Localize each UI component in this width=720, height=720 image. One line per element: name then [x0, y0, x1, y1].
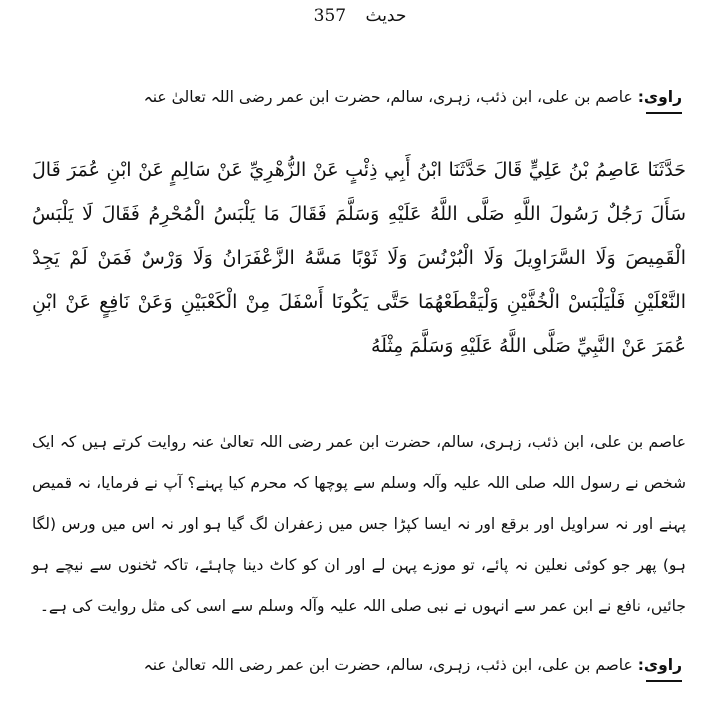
urdu-translation: عاصم بن علی، ابن ذئب، زہری، سالم، حضرت ابن عمر رضی اللہ تعالیٰ عنہ روایت کرتے ہیں کہ ایک شخص نے رسول اللہ صلی اللہ علیہ وآلہ وسلم سے پوچھا کہ محرم کیا پہنے؟ آپ نے فرمایا، نہ قمیص پہنے اور نہ سراویل اور برقع اور نہ ایسا کپڑا جس میں زعفران لگ گیا ہو اور نہ اس میں ورس (لگا ہو) پھر جو کوئی نعلین نہ پائے، تو موزے پہن لے اور ان کو کاٹ دینا چاہئے، تاکہ ٹخنوں سے نیچے ہو جائیں، نافع نے ابن عمر سے انہوں نے نبی صلی اللہ علیہ وآلہ وسلم سے اسی کی مثل روایت کی ہے۔: [32, 433, 686, 615]
page-header: [0, 6, 720, 26]
narrator-names: عاصم بن علی، ابن ذئب، زہری، سالم، حضرت ابن عمر رضی اللہ تعالیٰ عنہ: [143, 656, 633, 674]
narrator-underline: [646, 680, 682, 682]
narrator-label: راوی:: [637, 88, 682, 106]
page-number: 357: [313, 6, 347, 26]
page-title: حدیث: [365, 6, 407, 26]
arabic-hadith-text: حَدَّثَنَا عَاصِمُ بْنُ عَلِيٍّ قَالَ حَدَّثَنَا ابْنُ أَبِي ذِئْبٍ عَنْ الزُّهْرِيِّ عَنْ سَالِمٍ عَنْ ابْنِ عُمَرَ قَالَ سَأَلَ رَجُلٌ رَسُولَ اللَّهِ صَلَّى اللَّهُ عَلَيْهِ وَسَلَّمَ فَقَالَ مَا يَلْبَسُ الْمُحْرِمُ فَقَالَ لَا يَلْبَسُ الْقَمِيصَ وَلَا السَّرَاوِيلَ وَلَا الْبُرْنُسَ وَلَا ثَوْبًا مَسَّهُ الزَّعْفَرَانُ وَلَا وَرْسٌ فَمَنْ لَمْ يَجِدْ النَّعْلَيْنِ فَلْيَلْبَسْ الْخُفَّيْنِ وَلْيَقْطَعْهُمَا حَتَّى يَكُونَا أَسْفَلَ مِنْ الْكَعْبَيْنِ وَعَنْ نَافِعٍ عَنْ ابْنِ عُمَرَ عَنْ النَّبِيِّ صَلَّى اللَّهُ عَلَيْهِ وَسَلَّمَ مِثْلَهُ: [32, 159, 686, 357]
narrator-underline: [646, 112, 682, 114]
narrator-line-top: [42, 88, 682, 106]
narrator-line-bottom: [42, 656, 682, 674]
narrator-names: عاصم بن علی، ابن ذئب، زہری، سالم، حضرت ابن عمر رضی اللہ تعالیٰ عنہ: [143, 88, 633, 106]
narrator-label: راوی:: [637, 656, 682, 674]
